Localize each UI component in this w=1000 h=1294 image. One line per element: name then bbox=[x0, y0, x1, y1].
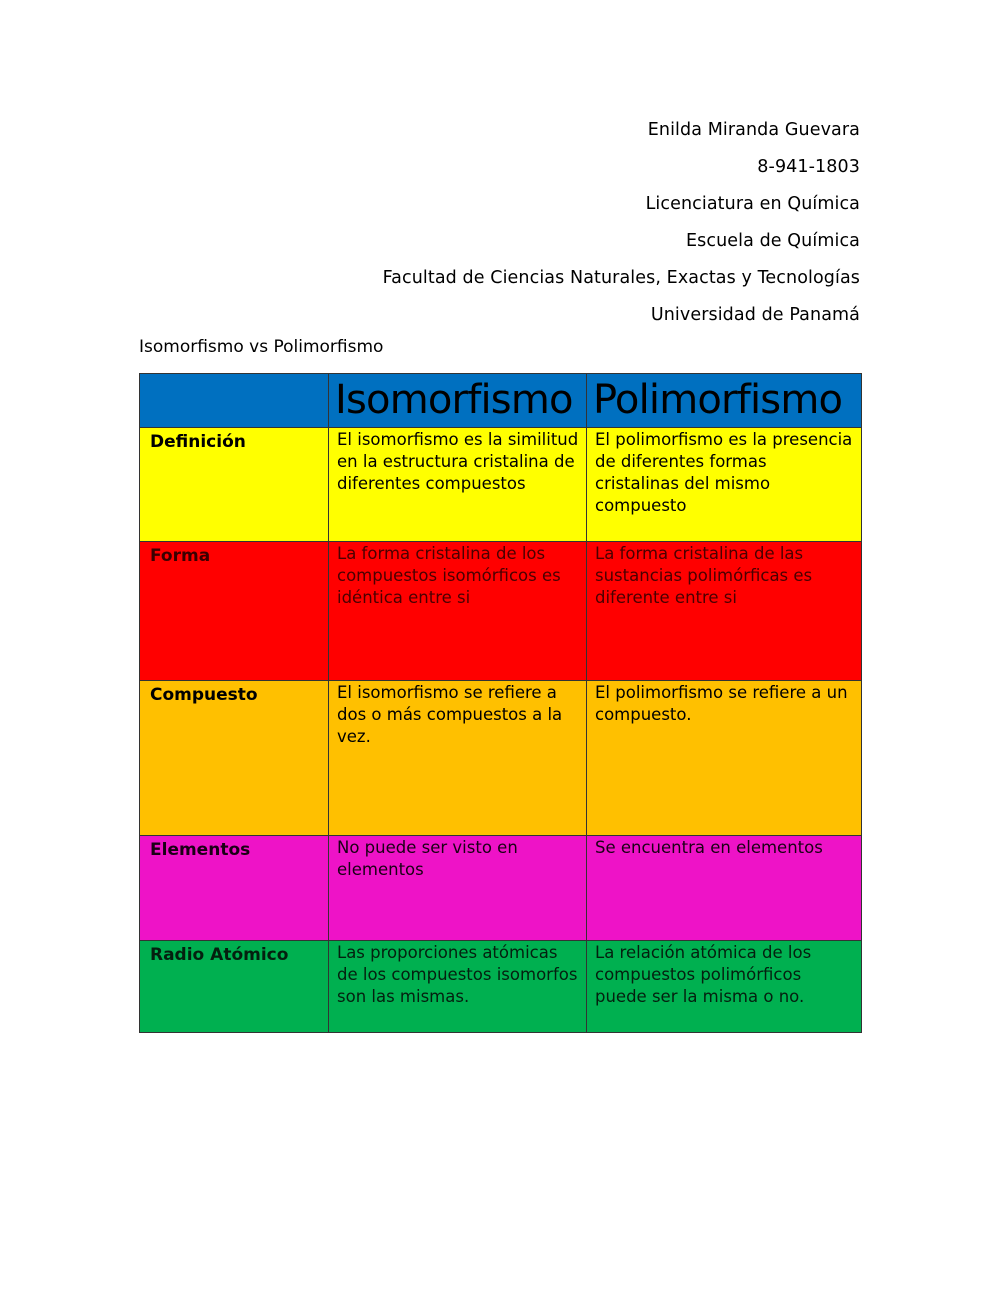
table-row-forma bbox=[140, 542, 862, 681]
author-info bbox=[383, 112, 860, 334]
row-label: Forma bbox=[140, 542, 329, 681]
table-row-elementos bbox=[140, 836, 862, 941]
school-name: Escuela de Química bbox=[685, 231, 860, 251]
isomorfismo-cell: Las proporciones atómicas de los compuestos isomorfos son las mismas. bbox=[329, 941, 587, 1033]
isomorfismo-cell: La forma cristalina de los compuestos isomórficos es idéntica entre si bbox=[329, 542, 587, 681]
university-name: Universidad de Panamá bbox=[650, 305, 860, 325]
isomorfismo-cell: El isomorfismo se refiere a dos o más compuestos a la vez. bbox=[329, 681, 587, 836]
polimorfismo-cell: El polimorfismo se refiere a un compuesto. bbox=[587, 681, 862, 836]
isomorfismo-cell: El isomorfismo es la similitud en la estructura cristalina de diferentes compuestos bbox=[329, 428, 587, 542]
table-row-compuesto bbox=[140, 681, 862, 836]
row-label: Compuesto bbox=[140, 681, 329, 836]
row-label: Definición bbox=[140, 428, 329, 542]
header-empty-cell bbox=[140, 374, 329, 428]
table-row-radio-atomico bbox=[140, 941, 862, 1033]
student-id: 8-941-1803 bbox=[757, 157, 860, 177]
isomorfismo-cell: No puede ser visto en elementos bbox=[329, 836, 587, 941]
row-label: Radio Atómico bbox=[140, 941, 329, 1033]
author-name: Enilda Miranda Guevara bbox=[647, 120, 860, 140]
document-title: Isomorfismo vs Polimorfismo bbox=[139, 337, 384, 357]
header-isomorfismo: Isomorfismo bbox=[329, 374, 587, 428]
row-label: Elementos bbox=[140, 836, 329, 941]
polimorfismo-cell: La relación atómica de los compuestos polimórficos puede ser la misma o no. bbox=[587, 941, 862, 1033]
polimorfismo-cell: Se encuentra en elementos bbox=[587, 836, 862, 941]
faculty-name: Facultad de Ciencias Naturales, Exactas y Tecnologías bbox=[382, 268, 860, 288]
table-row-definicion bbox=[140, 428, 862, 542]
degree-program: Licenciatura en Química bbox=[645, 194, 860, 214]
polimorfismo-cell: El polimorfismo es la presencia de diferentes formas cristalinas del mismo compuesto bbox=[587, 428, 862, 542]
comparison-table bbox=[139, 373, 862, 1033]
table-header-row bbox=[140, 374, 862, 428]
header-polimorfismo: Polimorfismo bbox=[587, 374, 862, 428]
polimorfismo-cell: La forma cristalina de las sustancias polimórficas es diferente entre si bbox=[587, 542, 862, 681]
